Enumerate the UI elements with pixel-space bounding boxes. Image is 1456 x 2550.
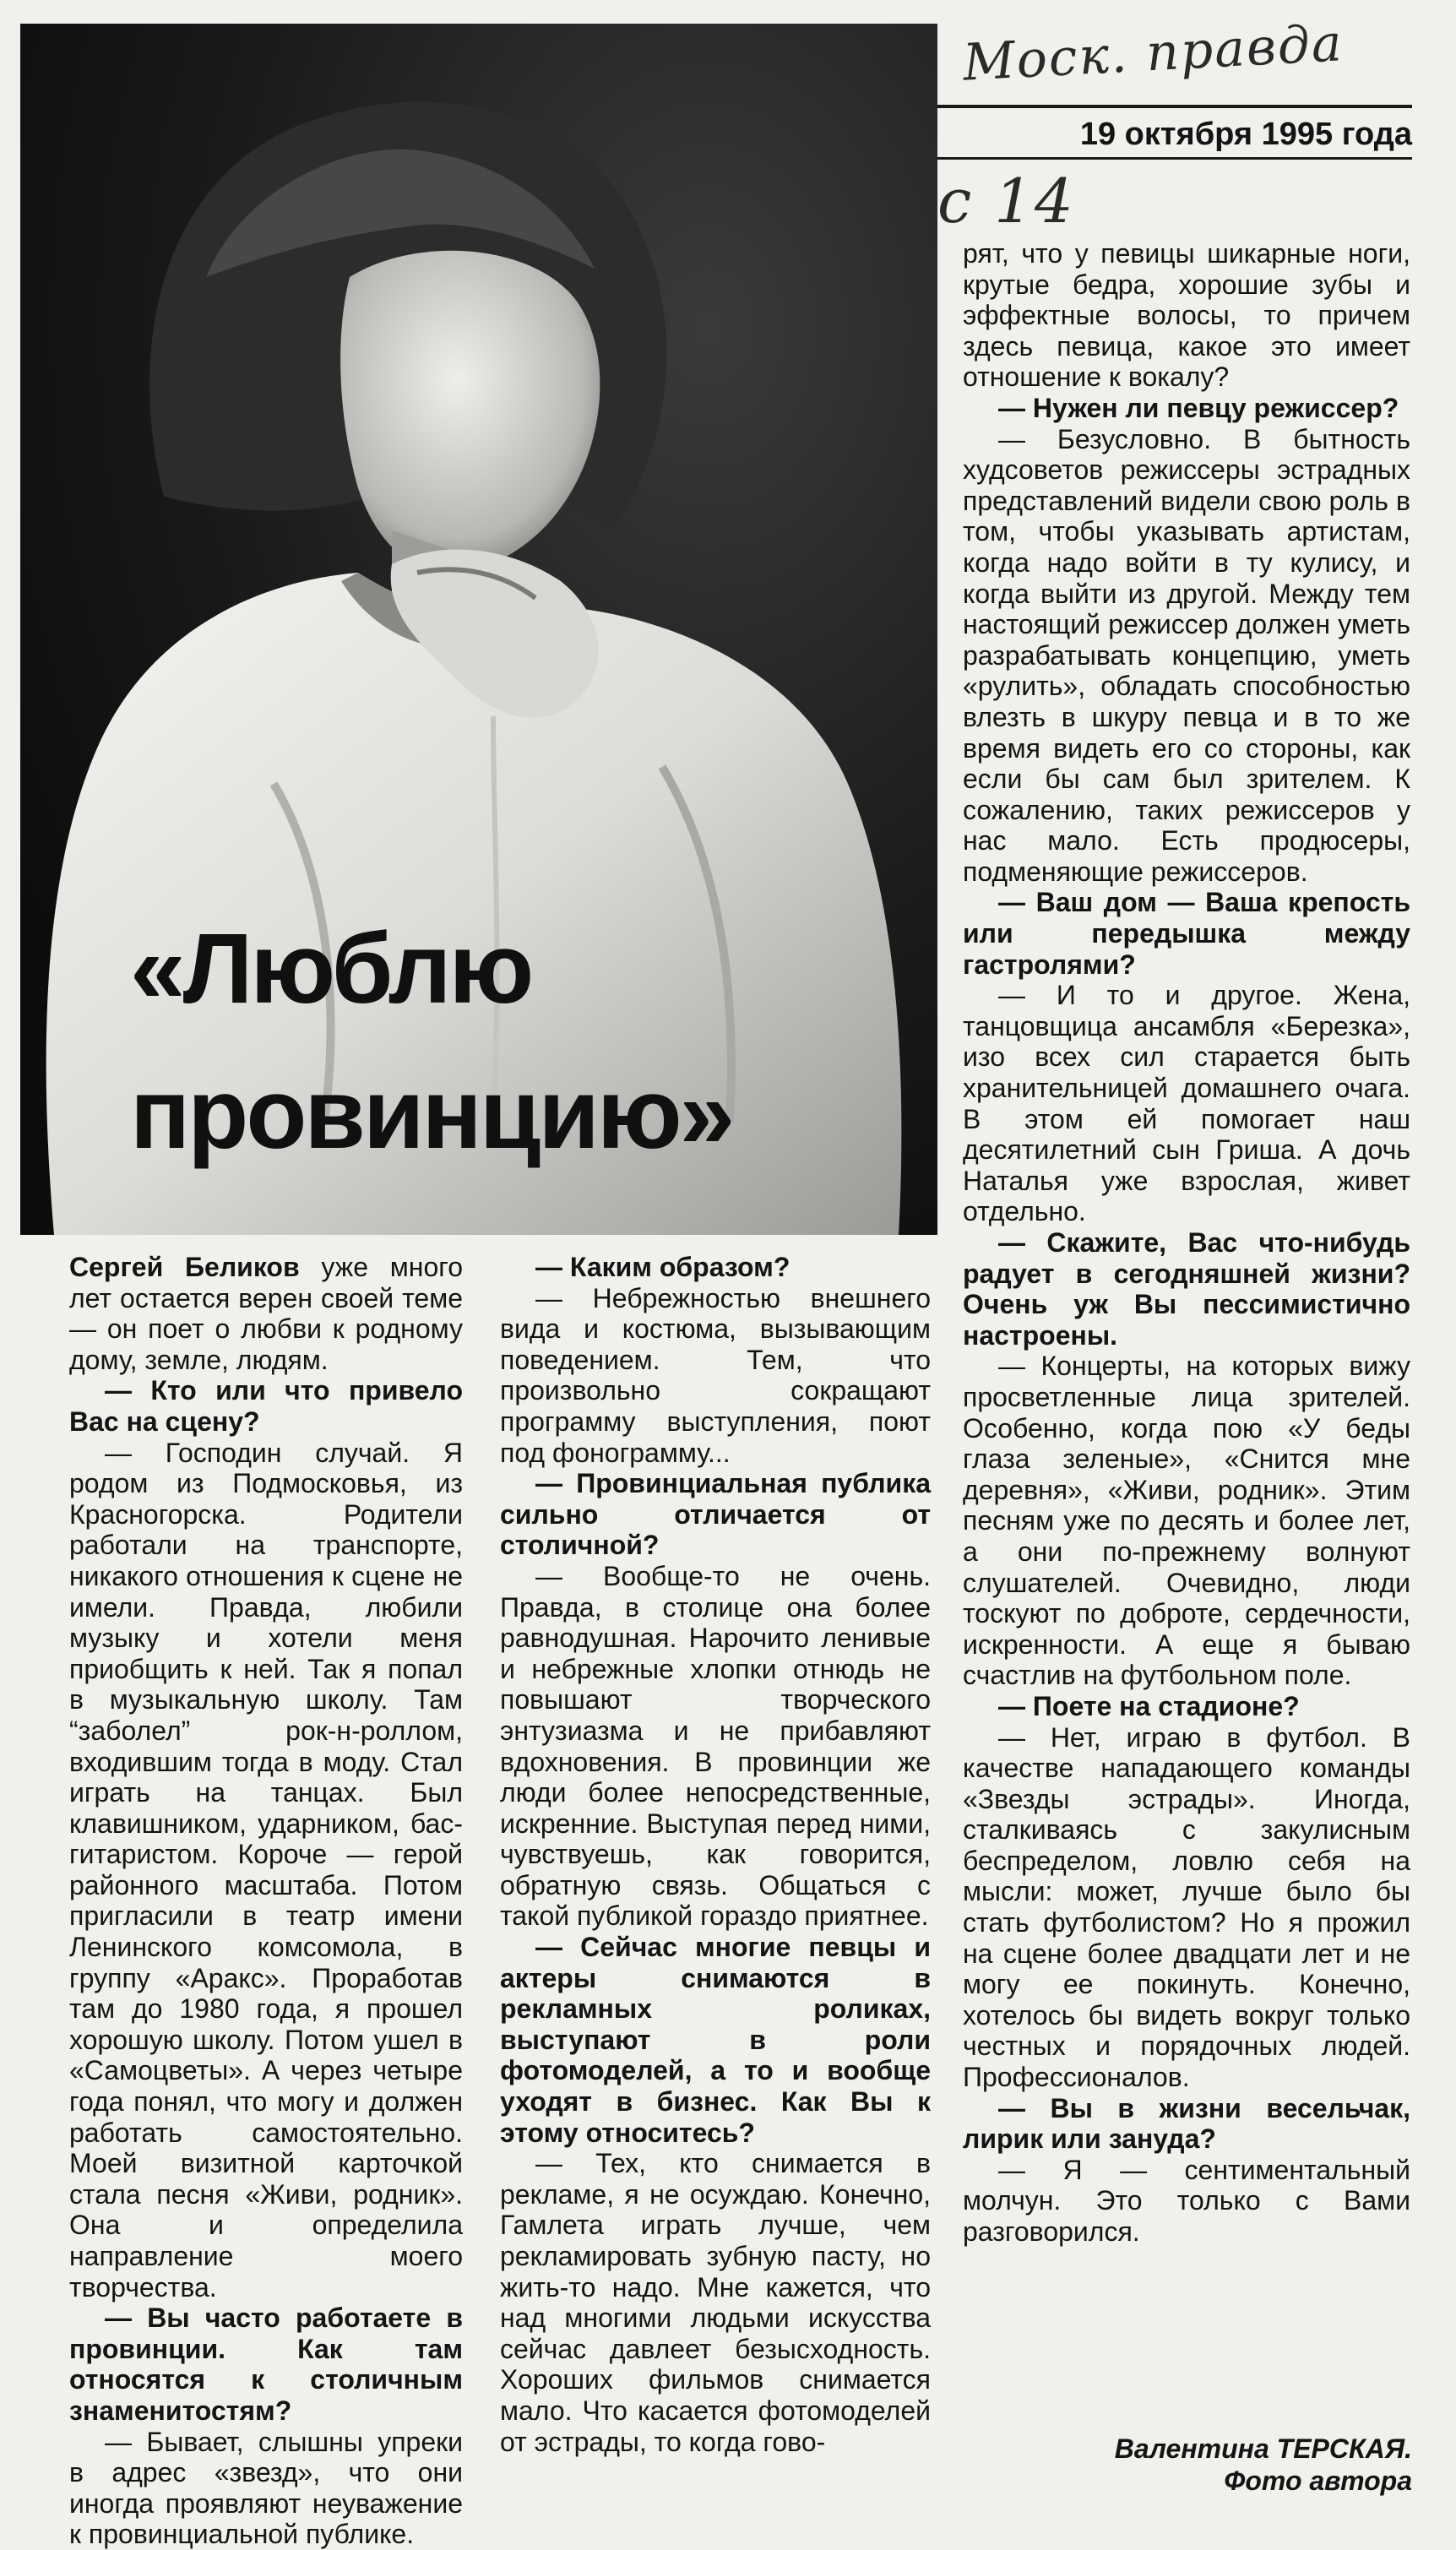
interview-question: — Скажите, Вас что-нибудь радует в сегодняшней жизни? Очень уж Вы пессимистично настроены. [963,1227,1410,1351]
answer-continuation: рят, что у певицы шикарные ноги, крутые бедра, хорошие зубы и эффектные волосы, то причем здесь певица, какое это имеет отношение к вокалу? [963,238,1410,393]
interview-answer: — Нет, играю в футбол. В качестве нападающего команды «Звезды эстрады». Иногда, сталкиваясь с закулисным беспределом, ловлю себя на мысли: может, лучше было бы стать футболистом? Но я прожил на сцене более двадцати лет и не могу ее покинуть. Конечно, хотелось бы видеть вокруг только честных и порядочных людей. Профессионалов. [963,1721,1410,2093]
interview-question: — Поете на стадионе? [998,1690,1300,1721]
date-rule [937,157,1412,160]
article-column-2 [500,1252,931,2457]
portrait-image [20,24,937,1235]
interview-answer: — Концерты, на которых вижу просветленные лица зрителей. Особенно, когда пою «У беды глаза зеленые», «Снится мне деревня», «Живи, родник». Этим песням уже по десять и более лет, а они по-прежнему волнуют слушателей. Очевидно, люди тоскуют по доброте, сердечности, искренности. А еще я бываю счастлив на футбольном поле. [963,1351,1410,1691]
byline-photo-credit: Фото автора [1224,2466,1412,2496]
interview-answer: — Вообще-то не очень. Правда, в столице она более равнодушная. Нарочито ленивые и небрежные хлопки отнюдь не повышают творческого энтузиазма и не прибавляют вдохновения. В провинции же люди более непосредственные, искренние. Выступая перед ними, чувствуешь, как говорится, обратную связь. Общаться с такой публикой гораздо приятнее. [500,1560,931,1932]
handwritten-page-note: с 14 [937,166,1075,237]
interview-question: — Каким образом? [535,1252,790,1282]
headline-line-2: провинцию» [130,1058,733,1170]
interview-answer: — Небрежностью внешнего вида и костюма, вызывающим поведением. Тем, что произвольно сокращают программу выступления, поют под фонограмму... [500,1282,931,1468]
author-photo [20,24,937,1235]
headline-line-1: «Люблю [130,913,532,1025]
interview-question: — Ваш дом — Ваша крепость или передышка между гастролями? [963,887,1410,980]
byline [1115,2433,1412,2497]
interview-question: — Вы в жизни весельчак, лирик или зануда? [963,2092,1410,2155]
handwritten-source-note: Моск. правда [961,14,1345,93]
interview-answer: — Безусловно. В бытность худсоветов режиссеры эстрадных представлений видели свою роль в том, чтобы указывать артистам, когда надо войти в ту кулису, и когда выйти из другой. Между тем настоящий режиссер должен уметь разрабатывать концепцию, уметь «рулить», обладать способностью влезть в шкуру певца и в то же время видеть его со стороны, как если бы сам был зрителем. К сожалению, таких режиссеров у нас мало. Есть продюсеры, подменяющие режиссеров. [963,423,1410,887]
interview-answer: — Тех, кто снимается в рекламе, я не осуждаю. Конечно, Гамлета играть лучше, чем рекламировать зубную пасту, но жить-то надо. Мне кажется, что над многими людьми искусства сейчас давлеет безысходность. Хороших фильмов снимается мало. Что касается фотомоделей от эстрады, то когда гово- [500,2148,931,2457]
interview-answer: — И то и другое. Жена, танцовщица ансамбля «Березка», изо всех сил старается быть хранительницей домашнего очага. В этом ей помогает наш десятилетний сын Гриша. А дочь Наталья уже взрослая, живет отдельно. [963,980,1410,1227]
interview-question: — Сейчас многие певцы и актеры снимаются в рекламных роликах, выступают в роли фотомоделей, а то и вообще уходят в бизнес. Как Вы к этому относитесь? [500,1932,931,2148]
interview-question: — Провинциальная публика сильно отличается от столичной? [500,1468,931,1561]
interview-answer: — Я — сентиментальный молчун. Это только с Вами разговорился. [963,2154,1410,2247]
interview-question: — Нужен ли певцу режиссер? [998,392,1399,423]
interview-answer: — Господин случай. Я родом из Подмосковья, из Красногорска. Родители работали на транспорте, никакого отношения к сцене не имели. Правда, любили музыку и хотели меня приобщить к ней. Так я попал в музыкальную школу. Там “заболел” рок-н-роллом, входившим тогда в моду. Стал играть на танцах. Был клавишником, ударником, бас-гитаристом. Короче — герой районного масштаба. Потом пригласили в театр имени Ленинского комсомола, в группу «Аракс». Проработав там до 1980 года, я прошел хорошую школу. Потом ушел в «Самоцветы». А через четыре года понял, что могу и должен работать самостоятельно. Моей визитной карточкой стала песня «Живи, родник». Она и определила направление моего творчества. [69,1437,463,2303]
lead-text: уже много лет остается верен своей теме — он поет о любви к родному дому, земле, людям. [69,1252,463,1375]
interview-question: — Кто или что привело Вас на сцену? [69,1375,463,1437]
top-rule [937,105,1412,108]
lead-paragraph [69,1252,463,1375]
interview-question: — Вы часто работаете в провинции. Как там относятся к столичным знаменитостям? [69,2303,463,2426]
interview-answer: — Бывает, слышны упреки в адрес «звезд», что они иногда проявляют неуважение к провинциальной публике. [69,2426,463,2550]
interviewee-name: Сергей Беликов [69,1252,300,1282]
article-column-3 [963,238,1410,2248]
byline-author: Валентина ТЕРСКАЯ. [1114,2433,1412,2464]
article-column-1 [69,1252,463,2550]
issue-date: 19 октября 1995 года [1079,117,1412,152]
